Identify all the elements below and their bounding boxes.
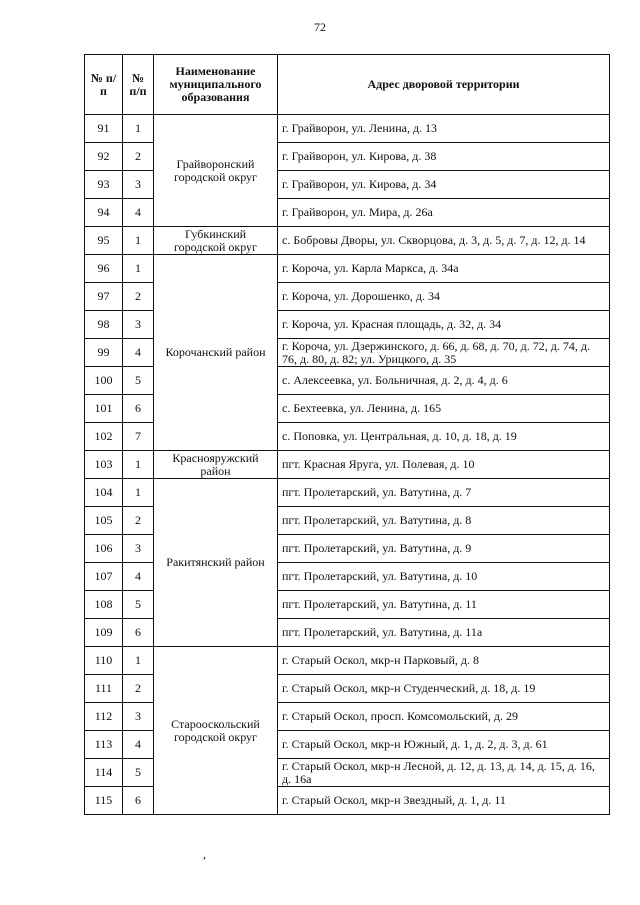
address-cell: г. Грайворон, ул. Кирова, д. 38: [278, 143, 610, 171]
row-number: 92: [85, 143, 123, 171]
row-sub-number: 6: [123, 619, 154, 647]
row-number: 102: [85, 423, 123, 451]
header-municipality: Наименование муниципального образования: [154, 55, 278, 115]
address-cell: г. Короча, ул. Дорошенко, д. 34: [278, 283, 610, 311]
row-sub-number: 3: [123, 535, 154, 563]
row-sub-number: 1: [123, 451, 154, 479]
row-number: 96: [85, 255, 123, 283]
row-sub-number: 3: [123, 171, 154, 199]
municipality-name: Губкинский городской округ: [154, 227, 278, 255]
row-sub-number: 7: [123, 423, 154, 451]
address-cell: пгт. Пролетарский, ул. Ватутина, д. 9: [278, 535, 610, 563]
table-body: [85, 115, 610, 815]
row-sub-number: 1: [123, 647, 154, 675]
address-cell: г. Старый Оскол, мкр-н Южный, д. 1, д. 2, д. 3, д. 61: [278, 731, 610, 759]
address-cell: пгт. Пролетарский, ул. Ватутина, д. 10: [278, 563, 610, 591]
row-number: 103: [85, 451, 123, 479]
address-cell: г. Грайворон, ул. Ленина, д. 13: [278, 115, 610, 143]
page-number: 72: [314, 20, 326, 34]
address-cell: г. Грайворон, ул. Кирова, д. 34: [278, 171, 610, 199]
address-cell: пгт. Пролетарский, ул. Ватутина, д. 7: [278, 479, 610, 507]
address-cell: с. Поповка, ул. Центральная, д. 10, д. 18, д. 19: [278, 423, 610, 451]
row-sub-number: 6: [123, 395, 154, 423]
address-cell: г. Старый Оскол, просп. Комсомольский, д. 29: [278, 703, 610, 731]
row-number: 94: [85, 199, 123, 227]
row-number: 95: [85, 227, 123, 255]
row-number: 99: [85, 339, 123, 367]
header-num: № п/п: [85, 55, 123, 115]
table-row: [85, 479, 610, 507]
addresses-table: [84, 54, 610, 815]
municipality-name: Ракитянский район: [154, 479, 278, 647]
municipality-name: Старооскольский городской округ: [154, 647, 278, 815]
row-number: 109: [85, 619, 123, 647]
municipality-name: Корочанский район: [154, 255, 278, 451]
row-number: 105: [85, 507, 123, 535]
row-sub-number: 1: [123, 115, 154, 143]
address-cell: г. Грайворон, ул. Мира, д. 26а: [278, 199, 610, 227]
address-cell: пгт. Красная Яруга, ул. Полевая, д. 10: [278, 451, 610, 479]
row-sub-number: 5: [123, 759, 154, 787]
row-sub-number: 2: [123, 675, 154, 703]
row-number: 104: [85, 479, 123, 507]
table-header-row: [85, 55, 610, 115]
row-number: 110: [85, 647, 123, 675]
row-sub-number: 1: [123, 255, 154, 283]
row-number: 114: [85, 759, 123, 787]
row-sub-number: 3: [123, 311, 154, 339]
address-cell: г. Короча, ул. Дзержинского, д. 66, д. 68, д. 70, д. 72, д. 74, д. 76, д. 80, д. 82; ул. Урицкого, д. 35: [278, 339, 610, 367]
municipality-name: Краснояружский район: [154, 451, 278, 479]
row-number: 97: [85, 283, 123, 311]
row-number: 107: [85, 563, 123, 591]
table-row: [85, 451, 610, 479]
address-cell: г. Короча, ул. Карла Маркса, д. 34а: [278, 255, 610, 283]
table-row: [85, 227, 610, 255]
row-sub-number: 5: [123, 591, 154, 619]
row-number: 111: [85, 675, 123, 703]
row-sub-number: 5: [123, 367, 154, 395]
row-sub-number: 2: [123, 143, 154, 171]
table-row: [85, 647, 610, 675]
header-sub-num: № п/п: [123, 55, 154, 115]
row-number: 112: [85, 703, 123, 731]
row-sub-number: 3: [123, 703, 154, 731]
row-sub-number: 1: [123, 227, 154, 255]
row-sub-number: 2: [123, 507, 154, 535]
address-cell: с. Бехтеевка, ул. Ленина, д. 165: [278, 395, 610, 423]
table-row: [85, 255, 610, 283]
row-number: 106: [85, 535, 123, 563]
header-address: Адрес дворовой территории: [278, 55, 610, 115]
address-cell: г. Короча, ул. Красная площадь, д. 32, д. 34: [278, 311, 610, 339]
address-cell: пгт. Пролетарский, ул. Ватутина, д. 8: [278, 507, 610, 535]
row-number: 93: [85, 171, 123, 199]
row-sub-number: 4: [123, 563, 154, 591]
address-cell: г. Старый Оскол, мкр-н Студенческий, д. 18, д. 19: [278, 675, 610, 703]
address-cell: с. Бобровы Дворы, ул. Скворцова, д. 3, д. 5, д. 7, д. 12, д. 14: [278, 227, 610, 255]
address-cell: г. Старый Оскол, мкр-н Звездный, д. 1, д. 11: [278, 787, 610, 815]
row-number: 101: [85, 395, 123, 423]
row-sub-number: 2: [123, 283, 154, 311]
row-number: 113: [85, 731, 123, 759]
row-sub-number: 1: [123, 479, 154, 507]
address-cell: г. Старый Оскол, мкр-н Парковый, д. 8: [278, 647, 610, 675]
address-cell: пгт. Пролетарский, ул. Ватутина, д. 11а: [278, 619, 610, 647]
row-sub-number: 4: [123, 199, 154, 227]
address-cell: г. Старый Оскол, мкр-н Лесной, д. 12, д. 13, д. 14, д. 15, д. 16, д. 16а: [278, 759, 610, 787]
row-sub-number: 4: [123, 731, 154, 759]
row-sub-number: 4: [123, 339, 154, 367]
row-number: 115: [85, 787, 123, 815]
row-number: 91: [85, 115, 123, 143]
address-cell: пгт. Пролетарский, ул. Ватутина, д. 11: [278, 591, 610, 619]
stray-mark: ,: [203, 847, 206, 861]
municipality-name: Грайворонский городской округ: [154, 115, 278, 227]
table-row: [85, 115, 610, 143]
address-cell: с. Алексеевка, ул. Больничная, д. 2, д. 4, д. 6: [278, 367, 610, 395]
row-sub-number: 6: [123, 787, 154, 815]
row-number: 108: [85, 591, 123, 619]
row-number: 100: [85, 367, 123, 395]
row-number: 98: [85, 311, 123, 339]
